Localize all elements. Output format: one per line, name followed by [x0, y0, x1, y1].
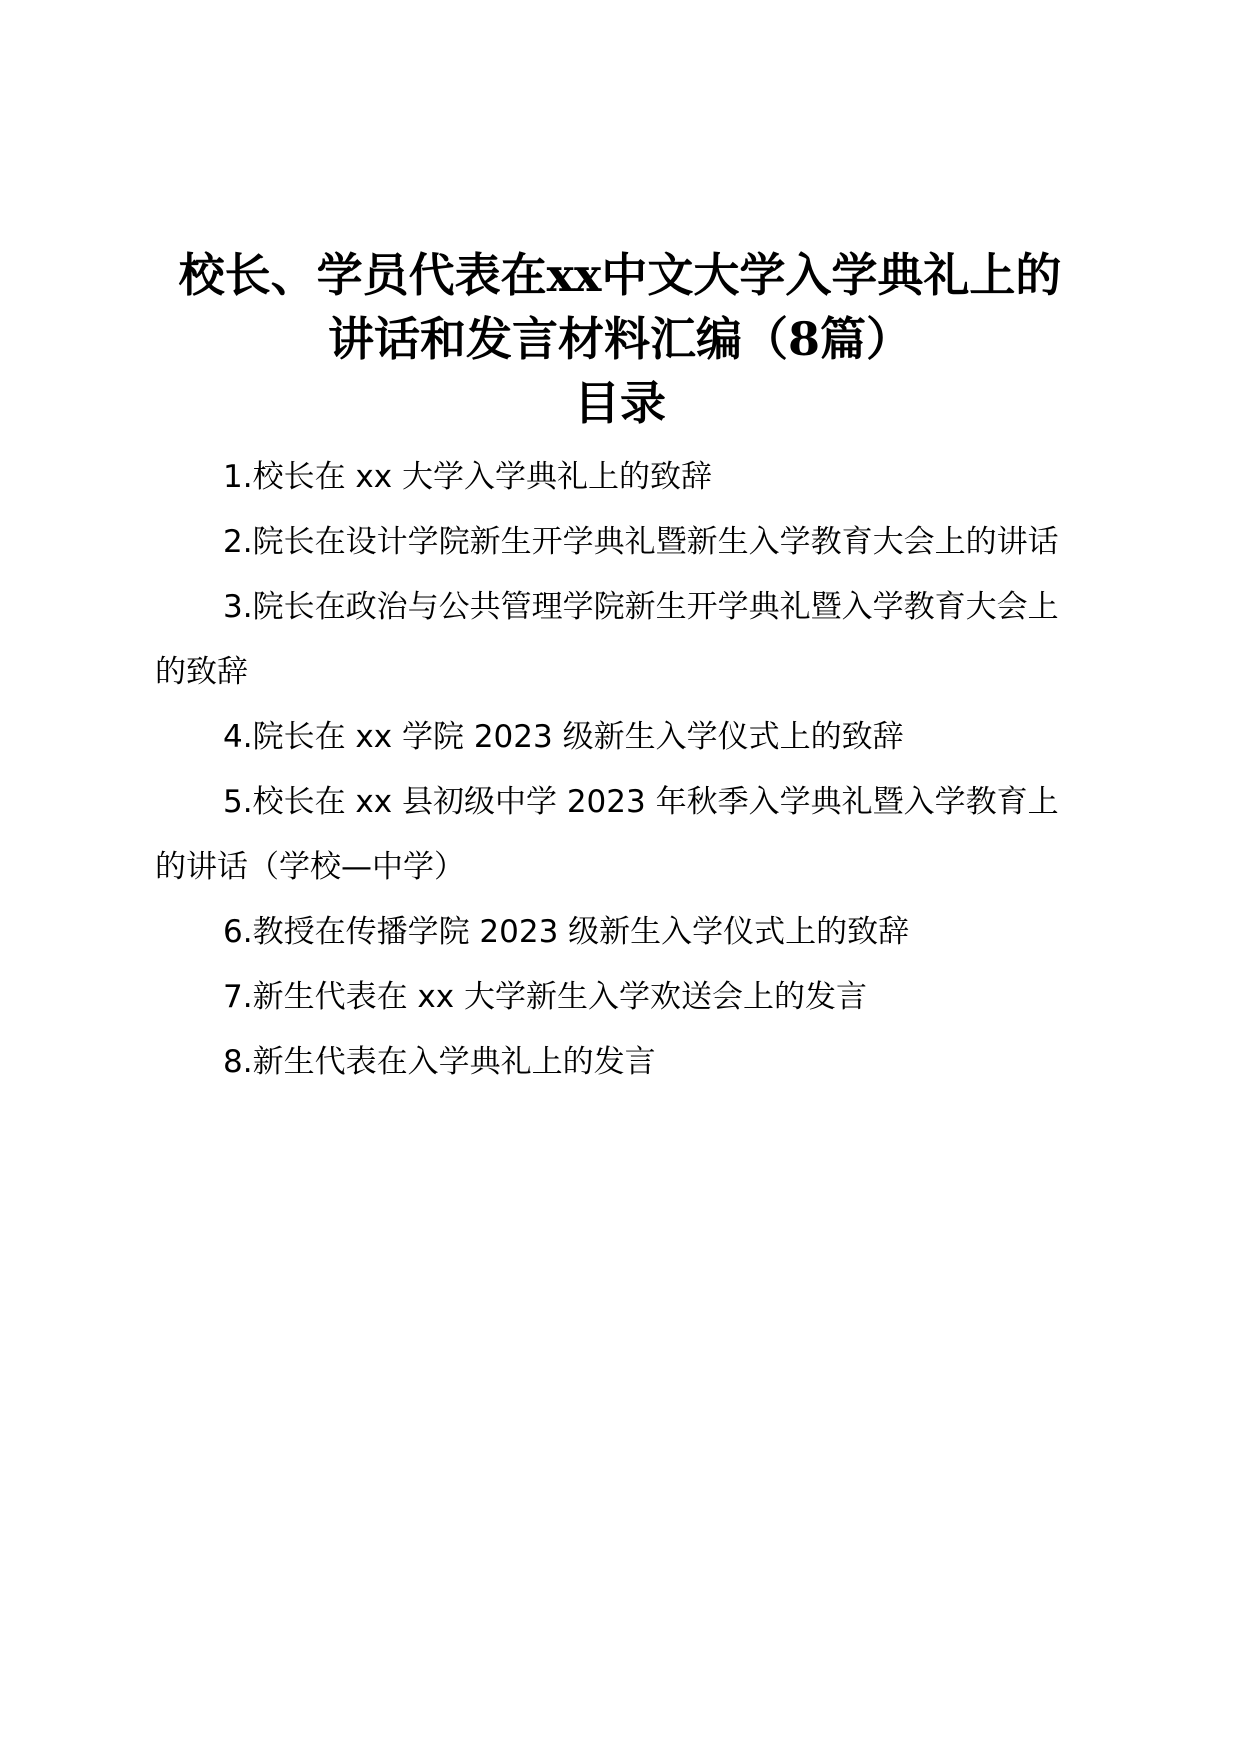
table-of-contents [155, 445, 1080, 1095]
toc-item-3: 3.院长在政治与公共管理学院新生开学典礼暨入学教育大会上的致辞 [155, 589, 1059, 690]
toc-item-6: 6.教授在传播学院 2023 级新生入学仪式上的致辞 [223, 914, 910, 950]
document-title [150, 243, 1090, 435]
toc-heading: 目录 [574, 376, 666, 430]
toc-item-4: 4.院长在 xx 学院 2023 级新生入学仪式上的致辞 [223, 719, 904, 755]
toc-item-1: 1.校长在 xx 大学入学典礼上的致辞 [223, 459, 712, 495]
title-line-2: 讲话和发言材料汇编（8篇） [327, 312, 912, 366]
toc-item-5: 5.校长在 xx 县初级中学 2023 年秋季入学典礼暨入学教育上的讲话（学校—中学） [155, 784, 1059, 885]
toc-item-2: 2.院长在设计学院新生开学典礼暨新生入学教育大会上的讲话 [223, 524, 1059, 560]
toc-item-8: 8.新生代表在入学典礼上的发言 [223, 1044, 656, 1080]
toc-item-7: 7.新生代表在 xx 大学新生入学欢送会上的发言 [223, 979, 867, 1015]
title-line-1: 校长、学员代表在xx中文大学入学典礼上的 [178, 248, 1062, 302]
